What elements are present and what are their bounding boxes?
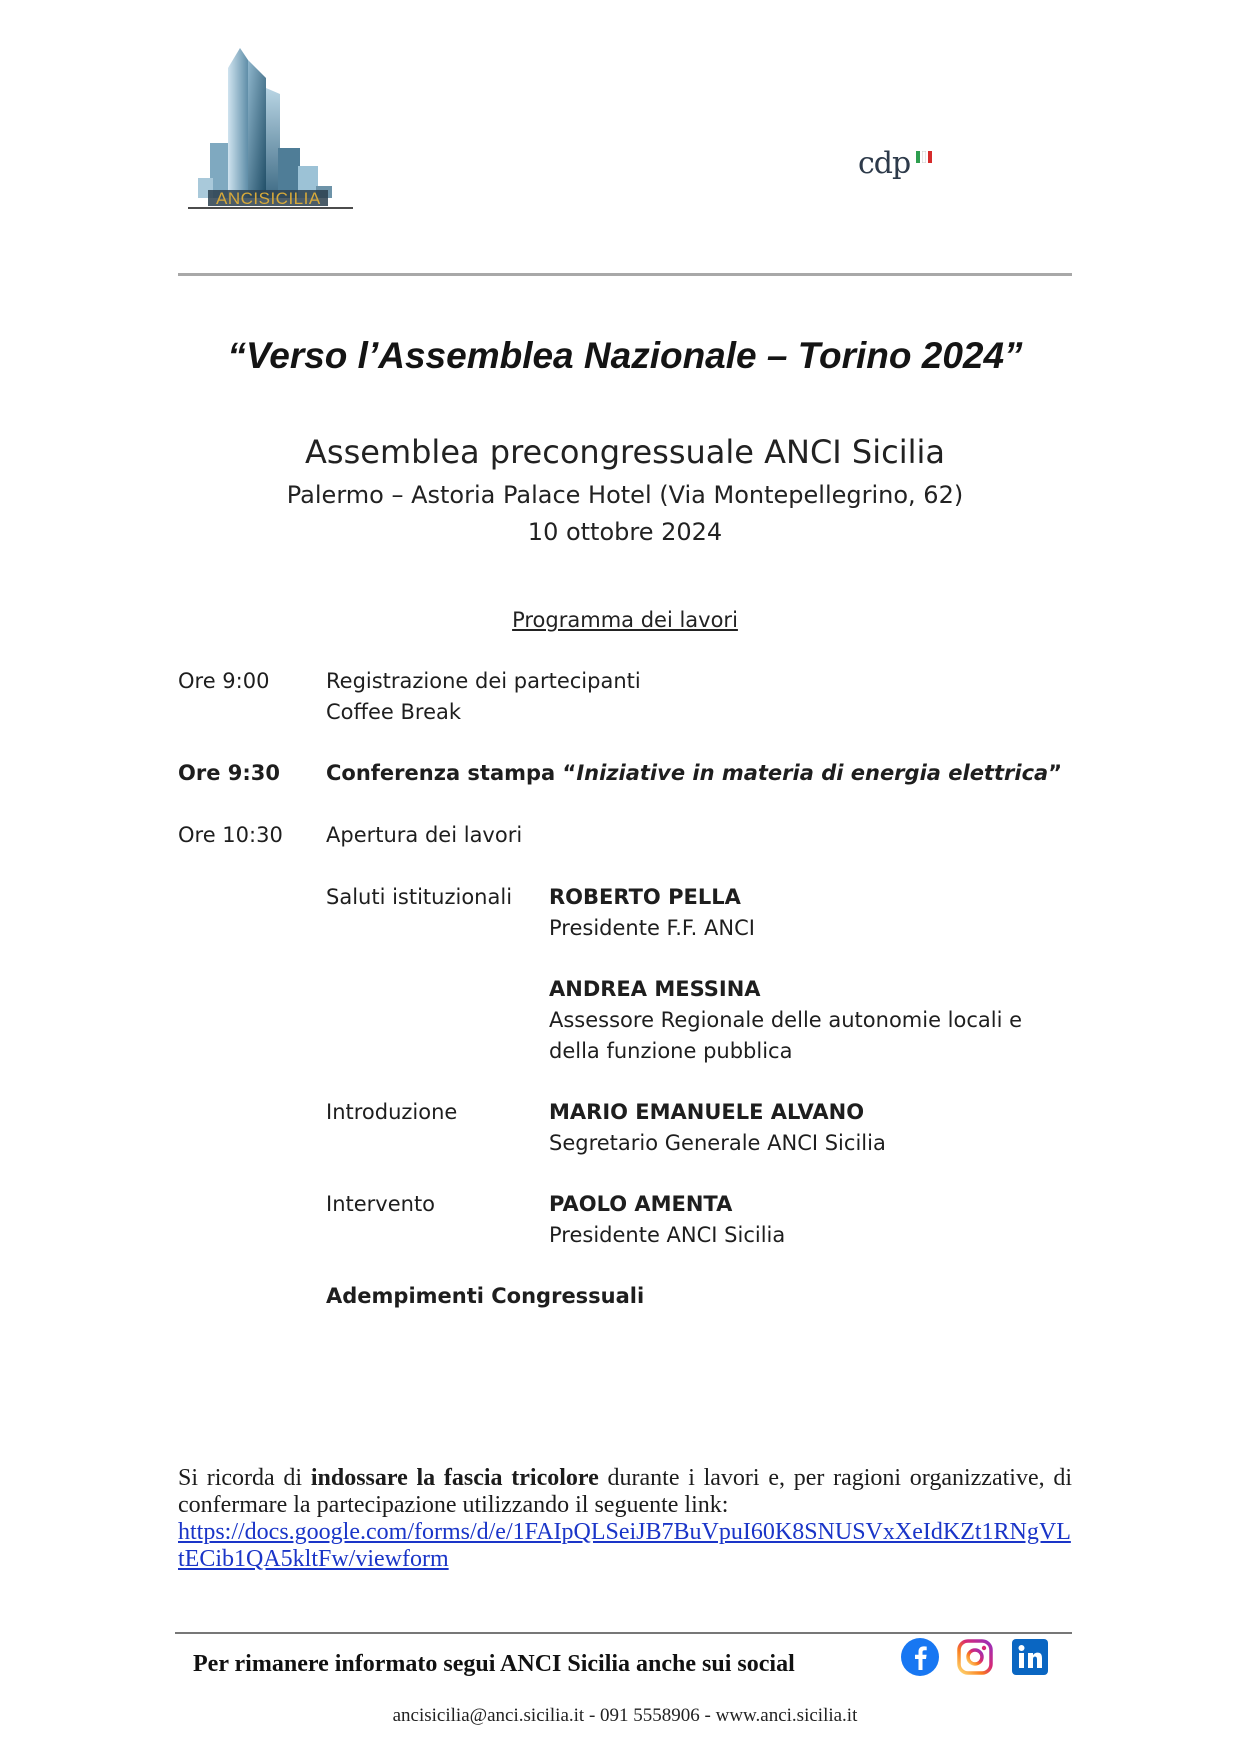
speaker-name: PAOLO AMENTA [549,1192,733,1216]
speaker-name: MARIO EMANUELE ALVANO [549,1100,865,1124]
instagram-icon[interactable] [955,1637,995,1677]
press-conference [326,758,1062,789]
flag-white-stripe [922,151,926,163]
flag-red-stripe [928,151,932,163]
speaker-name: ROBERTO PELLA [549,885,741,909]
logo-wordmark: ANCISICILIA [216,189,321,208]
cdp-wordmark: cdp [858,146,911,181]
speaker-title: Presidente ANCI Sicilia [549,1223,786,1247]
event-date: 10 ottobre 2024 [527,518,723,546]
speaker-title: Assessore Regionale delle autonomie locali e [549,1008,1023,1032]
cdp-logo [858,146,938,192]
note-emphasis: indossare la fascia tricolore [310,1465,599,1491]
press-conference-suffix: ” [1048,761,1062,785]
slot-time: Ore 9:30 [178,761,280,785]
closing-item: Adempimenti Congressuali [326,1284,645,1308]
press-conference-prefix: Conferenza stampa “ [326,761,577,785]
speaker-title: Segretario Generale ANCI Sicilia [549,1131,886,1155]
linkedin-icon[interactable] [1010,1637,1050,1677]
event-subtitle: Assemblea precongressuale ANCI Sicilia [305,433,945,471]
note-text: Si ricorda di [178,1465,311,1491]
anci-sicilia-logo [188,48,353,233]
slot-item: Registrazione dei partecipanti [326,669,641,693]
note-text: durante i lavori e, per ragioni organizzative, di confermare la partecipazione utilizzando il seguente link: [178,1465,1073,1518]
slot-item: Coffee Break [326,700,462,724]
reminder-note [178,1465,1072,1573]
italian-flag-icon [914,148,932,167]
section-role: Intervento [326,1192,436,1216]
speaker-title: Presidente F.F. ANCI [549,916,755,940]
header-divider [178,273,1072,276]
slot-time: Ore 10:30 [178,823,283,847]
slot-item: Apertura dei lavori [326,823,523,847]
flag-green-stripe [916,151,920,163]
press-conference-topic: Iniziative in materia di energia elettrica [576,761,1049,785]
speaker-name: ANDREA MESSINA [549,977,761,1001]
section-role: Saluti istituzionali [326,885,513,909]
footer-divider [175,1632,1072,1634]
program-heading: Programma dei lavori [512,608,738,632]
event-location: Palermo – Astoria Palace Hotel (Via Montepellegrino, 62) [286,481,964,509]
contact-info: ancisicilia@anci.sicilia.it - 091 5558906 - www.anci.sicilia.it [392,1705,858,1726]
speaker-title: della funzione pubblica [549,1039,793,1063]
facebook-icon[interactable] [900,1637,940,1677]
registration-link[interactable]: https://docs.google.com/forms/d/e/1FAIpQLSeiJB7BuVpuI60K8SNUSVxXeIdKZt1RNgVLtECib1QA5kltFw/viewform [178,1519,1071,1572]
slot-time: Ore 9:00 [178,669,270,693]
social-prompt: Per rimanere informato segui ANCI Sicilia anche sui social [193,1651,795,1677]
section-role: Introduzione [326,1100,458,1124]
event-title: “Verso l’Assemblea Nazionale – Torino 2024” [227,335,1023,376]
